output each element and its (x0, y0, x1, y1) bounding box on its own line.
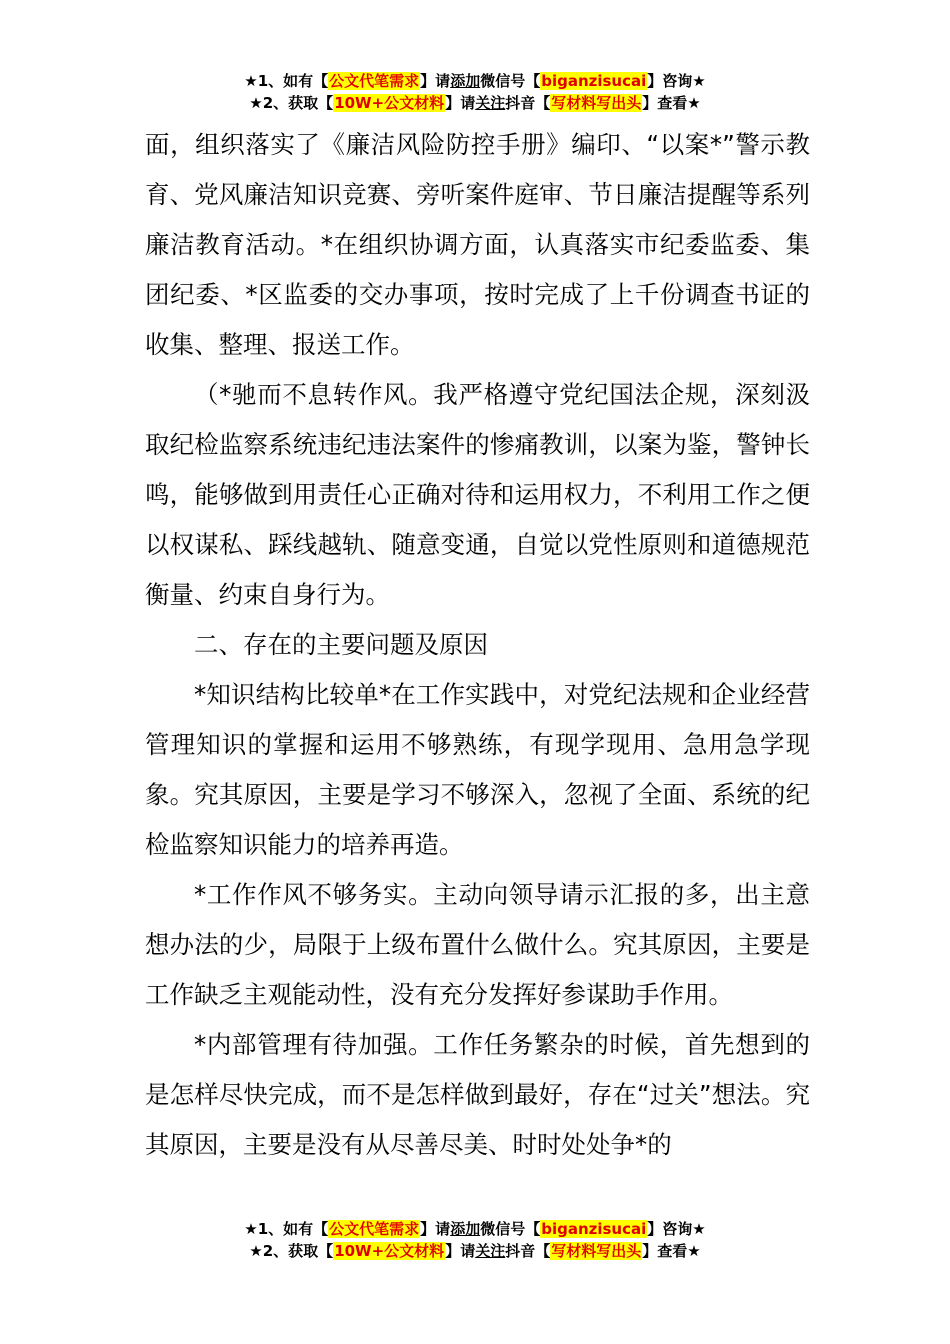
promo-line-2: ★2、获取【10W+公文材料】请关注抖音【写材料写出头】查看★ (249, 94, 701, 112)
section-heading: 二、存在的主要问题及原因 (194, 630, 488, 659)
paragraph: *工作作风不够务实。主动向领导请示汇报的多，出主意想办法的少，局限于上级布置什么做什么。究其原因，主要是工作缺乏主观能动性，没有充分发挥好参谋助手作用。 (145, 880, 810, 1009)
document-body (145, 120, 810, 1170)
paragraph: 面，组织落实了《廉洁风险防控手册》编印、“以案*”警示教育、党风廉洁知识竞赛、旁听案件庭审、节日廉洁提醒等系列廉洁教育活动。*在组织协调方面，认真落实市纪委监委、集团纪委、*区监委的交办事项，按时完成了上千份调查书证的收集、整理、报送工作。 (145, 130, 810, 359)
bottom-promo-banner (0, 1218, 950, 1262)
promo-highlight: 写材料写出头 (551, 1242, 642, 1260)
promo-line-1: ★1、如有【公文代笔需求】请添加微信号【biganzisucai】咨询★ (244, 72, 706, 90)
promo-highlight: 10W+公文材料 (334, 94, 445, 112)
promo-highlight: 公文代笔需求 (329, 72, 420, 90)
promo-line-2: ★2、获取【10W+公文材料】请关注抖音【写材料写出头】查看★ (249, 1242, 701, 1260)
top-promo-banner (0, 70, 950, 114)
promo-highlight: 公文代笔需求 (329, 1220, 420, 1238)
promo-highlight: biganzisucai (541, 1220, 647, 1238)
promo-line-1: ★1、如有【公文代笔需求】请添加微信号【biganzisucai】咨询★ (244, 1220, 706, 1238)
promo-highlight: 10W+公文材料 (334, 1242, 445, 1260)
paragraph: （*驰而不息转作风。我严格遵守党纪国法企规，深刻汲取纪检监察系统违纪违法案件的惨痛教训，以案为鉴，警钟长鸣，能够做到用责任心正确对待和运用权力，不利用工作之便以权谋私、踩线越轨、随意变通，自觉以党性原则和道德规范衡量、约束自身行为。 (145, 380, 810, 609)
paragraph: *内部管理有待加强。工作任务繁杂的时候，首先想到的是怎样尽快完成，而不是怎样做到最好，存在“过关”想法。究其原因，主要是没有从尽善尽美、时时处处争*的 (145, 1030, 810, 1159)
promo-highlight: biganzisucai (541, 72, 647, 90)
paragraph: *知识结构比较单*在工作实践中，对党纪法规和企业经营管理知识的掌握和运用不够熟练，有现学现用、急用急学现象。究其原因，主要是学习不够深入，忽视了全面、系统的纪检监察知识能力的培养再造。 (145, 680, 810, 859)
promo-highlight: 写材料写出头 (551, 94, 642, 112)
